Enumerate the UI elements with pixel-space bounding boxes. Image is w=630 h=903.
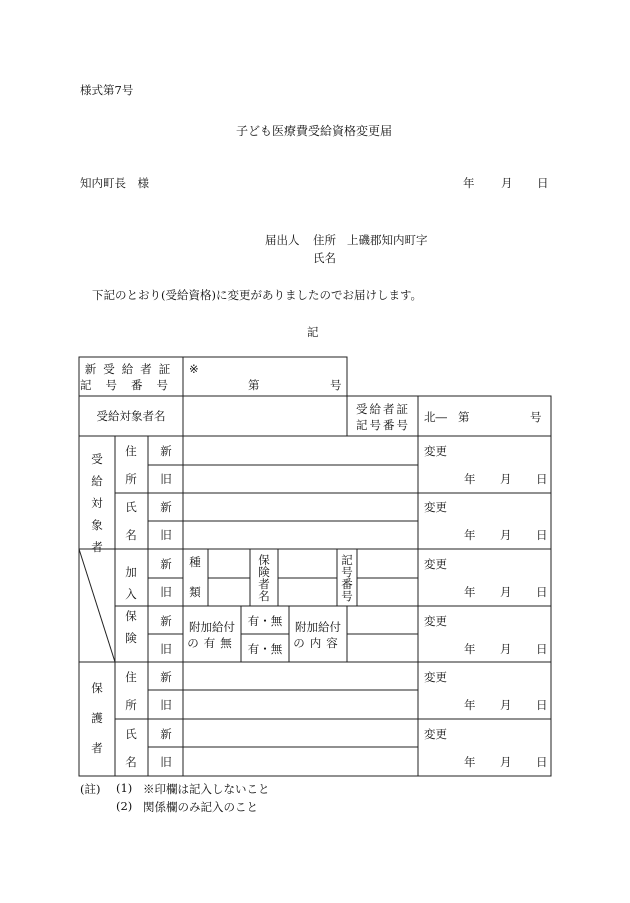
insurance-group-label: 加入保険 [125, 565, 137, 645]
notes-label: (註) [80, 782, 101, 796]
change-label: 変更 [424, 500, 447, 514]
note-2-num: (2) [116, 799, 133, 813]
month-label: 月 [500, 528, 512, 542]
year-label: 年 [464, 698, 476, 712]
old-label: 旧 [160, 528, 172, 542]
yes-no-option: 有・無 [247, 642, 283, 656]
day-label: 日 [536, 585, 548, 599]
new-label: 新 [160, 670, 172, 684]
name-label-guardian: 氏名 [125, 727, 137, 769]
change-label: 変更 [424, 727, 447, 741]
intro-text: 下記のとおり(受給資格)に変更がありましたのでお届けします。 [92, 288, 423, 302]
change-label: 変更 [424, 670, 447, 684]
kome-mark: ※ [189, 362, 199, 376]
note-1-text: ※印欄は記入しないこと [143, 782, 270, 796]
cert-dai: 第 [458, 410, 470, 424]
old-label: 旧 [160, 698, 172, 712]
code-number-label: 記号番号 [341, 553, 353, 603]
form-number: 様式第7号 [80, 83, 134, 97]
subject-name-label: 受給対象者名 [96, 409, 166, 423]
year-label: 年 [464, 642, 476, 656]
date-year: 年 [463, 176, 475, 190]
old-label: 旧 [160, 642, 172, 656]
ki-heading: 記 [307, 325, 319, 339]
name-label-recipient: 氏名 [125, 500, 137, 542]
day-label: 日 [536, 642, 548, 656]
insurer-name-label: 保険者名 [258, 553, 270, 603]
year-label: 年 [464, 528, 476, 542]
extra-benefit-content-line1: 附加給付 [295, 620, 341, 634]
old-label: 旧 [160, 472, 172, 486]
address-label-guardian: 住所 [125, 670, 137, 712]
new-label: 新 [160, 557, 172, 571]
month-label: 月 [500, 642, 512, 656]
month-label: 月 [500, 698, 512, 712]
extra-benefit-content-line2: の内容 [293, 636, 343, 650]
date-month: 月 [501, 176, 513, 190]
recipient-group-label: 受給対象者 [91, 452, 103, 554]
applicant-name-label: 氏名 [313, 251, 336, 265]
day-label: 日 [536, 755, 548, 769]
extra-benefit-yn-line2: の有無 [187, 636, 237, 650]
year-label: 年 [464, 585, 476, 599]
note-1-num: (1) [116, 781, 133, 795]
applicant-address-value: 上磯郡知内町字 [347, 233, 428, 247]
date-day: 日 [537, 176, 549, 190]
month-label: 月 [500, 472, 512, 486]
kind-label: 種類 [189, 555, 201, 599]
dai-label: 第 [248, 378, 260, 392]
address-label-recipient: 住所 [125, 444, 137, 486]
new-label: 新 [160, 444, 172, 458]
new-label: 新 [160, 500, 172, 514]
new-cert-label-line2: 記号番号 [80, 378, 182, 392]
cert-label-line2: 記号番号 [356, 418, 410, 432]
note-2-text: 関係欄のみ記入のこと [143, 800, 258, 814]
applicant-label: 届出人 [265, 233, 300, 247]
old-label: 旧 [160, 585, 172, 599]
cert-prefix: 北― [424, 410, 447, 424]
new-label: 新 [160, 614, 172, 628]
applicant-address-label: 住所 [313, 233, 336, 247]
change-label: 変更 [424, 614, 447, 628]
cert-go: 号 [530, 410, 542, 424]
old-label: 旧 [160, 755, 172, 769]
cert-label-line1: 受給者証 [356, 402, 410, 416]
new-cert-label-line1: 新受給者証 [84, 362, 178, 376]
change-label: 変更 [424, 444, 447, 458]
day-label: 日 [536, 472, 548, 486]
year-label: 年 [464, 472, 476, 486]
day-label: 日 [536, 698, 548, 712]
change-label: 変更 [424, 557, 447, 571]
page-title: 子ども医療費受給資格変更届 [236, 124, 393, 138]
addressee: 知内町長 様 [80, 176, 149, 190]
day-label: 日 [536, 528, 548, 542]
month-label: 月 [500, 755, 512, 769]
go-label: 号 [330, 378, 342, 392]
yes-no-option: 有・無 [247, 614, 283, 628]
year-label: 年 [464, 755, 476, 769]
month-label: 月 [500, 585, 512, 599]
new-label: 新 [160, 727, 172, 741]
extra-benefit-yn-line1: 附加給付 [189, 620, 235, 634]
guardian-group-label: 保護者 [91, 681, 103, 755]
